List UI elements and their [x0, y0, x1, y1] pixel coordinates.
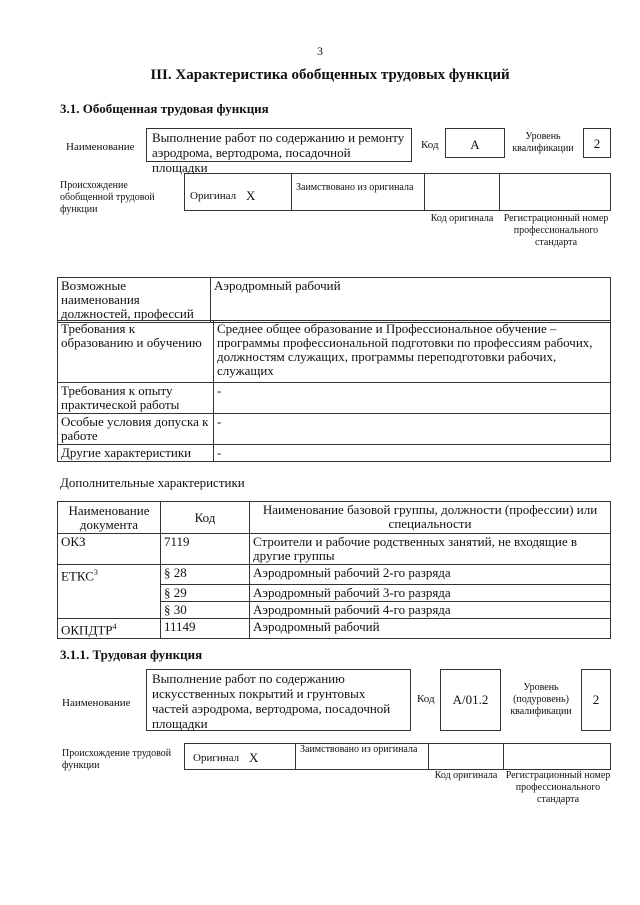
additional-heading: Дополнительные характеристики: [60, 475, 245, 490]
positions-value: Аэродромный рабочий: [211, 278, 611, 323]
table-row: [58, 584, 611, 601]
row-name: Аэродромный рабочий: [250, 618, 611, 638]
row-code: § 28: [161, 565, 250, 585]
tf-level-value: 2: [592, 692, 600, 707]
section-title: III. Характеристика обобщенных трудовых функций: [150, 67, 510, 83]
req-other-label: Другие характеристики: [58, 445, 214, 462]
row-code: § 30: [161, 601, 250, 618]
tf-original-mark: X: [249, 750, 259, 765]
table-row: [58, 618, 611, 638]
gtf-code-value: А: [470, 137, 480, 152]
gtf-name-value: Выполнение работ по содержанию и ремонту аэродрома, вертодрома, посадочной площадки: [152, 130, 405, 175]
tf-code-value: А/01.2: [452, 692, 489, 707]
tf-borrowed-label: Заимствовано из оригинала: [300, 744, 418, 755]
gtf-code-original-caption: Код оригинала: [430, 213, 494, 224]
row-doc: [58, 584, 161, 601]
tf-level-label: Уровень (подуровень) квалификации: [510, 682, 572, 717]
req-conditions-value: -: [214, 414, 611, 445]
row-code: 11149: [161, 618, 250, 638]
gtf-borrowed-label: Заимствовано из оригинала: [296, 182, 414, 193]
gtf-original-label: Оригинал: [190, 190, 237, 202]
req-experience-label: Требования к опыту практической работы: [58, 383, 214, 414]
gtf-level-box: [583, 128, 611, 158]
tf-code-box: [440, 669, 501, 731]
gtf-original-mark: X: [246, 188, 256, 203]
gtf-code-box: [445, 128, 505, 158]
req-education-label: Требования к образованию и обучению: [58, 321, 214, 383]
table-row: [58, 565, 611, 585]
additional-header-code: Код: [161, 502, 250, 534]
table-row: [58, 601, 611, 618]
row-doc: ОКЗ: [58, 534, 161, 565]
gtf-name-box: [146, 128, 412, 175]
positions-table: [57, 277, 611, 323]
tf-code-label: Код: [417, 693, 435, 705]
tf-code-original-caption: Код оригинала: [434, 770, 498, 781]
req-education-value: Среднее общее образование и Профессиональное обучение – программы профессиональной подготовки по профессиям рабочих, должностям служащих, программы переподготовки рабочих, служащих: [214, 321, 611, 383]
gtf-level-label: Уровень квалификации: [512, 131, 574, 154]
row-doc: ЕТКС$^3$: [58, 565, 161, 585]
req-conditions-label: Особые условия допуска к работе: [58, 414, 214, 445]
gtf-name-label: Наименование: [66, 141, 135, 153]
gtf-code-label: Код: [421, 139, 439, 151]
gtf-origin-label: Происхождение обобщенной трудовой функции: [60, 180, 155, 215]
row-code: § 29: [161, 584, 250, 601]
tf-level-box: [581, 669, 611, 731]
row-name: Аэродромный рабочий 3-го разряда: [250, 584, 611, 601]
tf-reg-number-caption: Регистрационный номер профессионального стандарта: [505, 770, 611, 805]
additional-table: [57, 501, 611, 639]
row-code: 7119: [161, 534, 250, 565]
table-row: [58, 534, 611, 565]
tf-original-label: Оригинал: [193, 752, 240, 764]
requirements-table: [57, 320, 611, 462]
tf-name-value: Выполнение работ по содержанию искусственных покрытий и грунтовых частей аэродрома, вертодрома, посадочной площадки: [152, 671, 391, 731]
row-doc: [58, 601, 161, 618]
tf-origin-label: Происхождение трудовой функции: [62, 748, 172, 771]
tf-heading: 3.1.1. Трудовая функция: [60, 647, 203, 662]
gtf-reg-number-caption: Регистрационный номер профессионального стандарта: [503, 213, 609, 248]
tf-name-label: Наименование: [62, 697, 131, 709]
additional-header-name: Наименование базовой группы, должности (профессии) или специальности: [250, 502, 611, 534]
positions-label: Возможные наименования должностей, профессий: [58, 278, 211, 323]
gtf-heading: 3.1. Обобщенная трудовая функция: [60, 101, 269, 116]
gtf-level-value: 2: [593, 136, 601, 151]
page-number: 3: [317, 44, 323, 58]
row-doc: ОКПДТР$^4$: [58, 618, 161, 638]
tf-name-box: [146, 669, 411, 731]
row-name: Строители и рабочие родственных занятий, не входящие в другие группы: [250, 534, 611, 565]
row-name: Аэродромный рабочий 4-го разряда: [250, 601, 611, 618]
req-other-value: -: [214, 445, 611, 462]
additional-header-doc: Наименование документа: [58, 502, 161, 534]
req-experience-value: -: [214, 383, 611, 414]
row-name: Аэродромный рабочий 2-го разряда: [250, 565, 611, 585]
